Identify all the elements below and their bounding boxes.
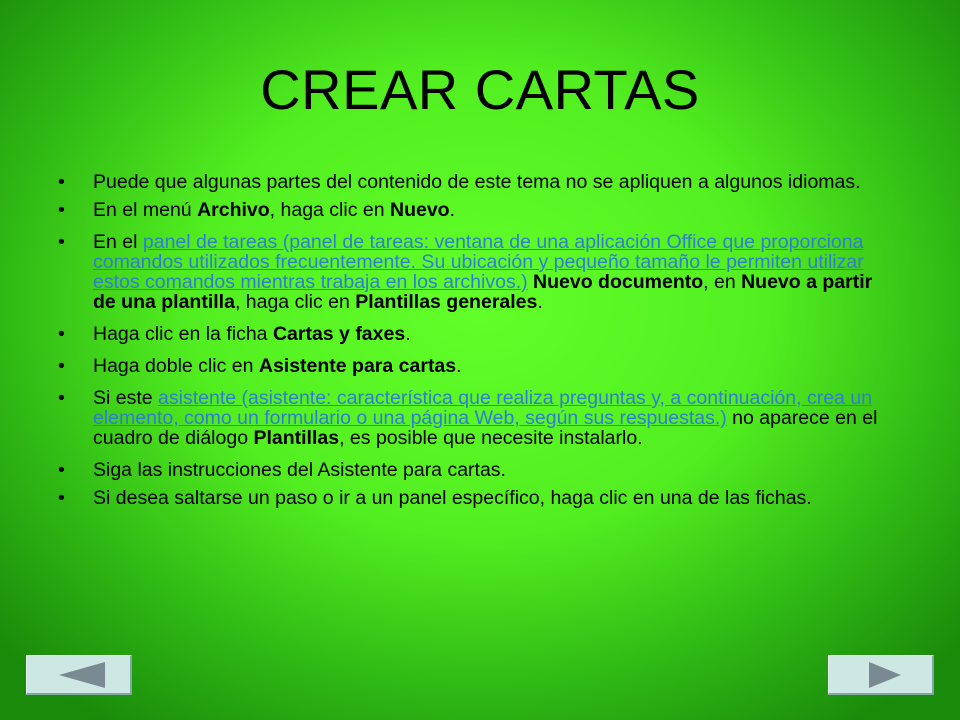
- bullet-text: Haga doble clic en: [93, 355, 259, 377]
- list-item: [58, 356, 888, 376]
- arrow-right-icon: [829, 656, 933, 694]
- list-item: [58, 232, 888, 312]
- list-item: [58, 172, 888, 192]
- arrow-left-icon: [27, 656, 131, 694]
- bullet-list: [58, 172, 888, 516]
- bullet-text: En el: [93, 231, 143, 253]
- bold-term: Plantillas generales: [355, 291, 538, 313]
- slide-title: CREAR CARTAS: [260, 58, 700, 121]
- list-item: [58, 488, 888, 508]
- bullet-text: , haga clic en: [269, 199, 390, 221]
- list-item: [58, 324, 888, 344]
- bullet-text: Puede que algunas partes del contenido de este tema no se apliquen a algunos idiomas.: [93, 171, 861, 193]
- bullet-text: no aparece en el cuadro de diálogo: [93, 407, 878, 449]
- bold-term: Asistente para cartas: [258, 355, 457, 377]
- next-button[interactable]: [828, 655, 934, 695]
- bullet-text: En el menú: [93, 199, 198, 221]
- bullet-text: , haga clic en: [234, 291, 356, 313]
- bullet-text: Haga clic en la ficha: [93, 323, 273, 345]
- bold-term: Nuevo a partir de una plantilla: [93, 271, 873, 313]
- bullet-text: Siga las instrucciones del Asistente para cartas.: [93, 459, 506, 481]
- bold-term: Nuevo documento: [533, 271, 704, 293]
- bullet-text: .: [537, 291, 543, 313]
- bullet-text: .: [449, 199, 456, 221]
- bullet-text: .: [456, 355, 462, 377]
- bullet-text: Si este: [93, 387, 159, 409]
- back-button[interactable]: [26, 655, 132, 695]
- list-item: [58, 460, 888, 480]
- bullet-text: , en: [703, 271, 742, 293]
- wizard-link[interactable]: asistente (asistente: característica que realiza preguntas y, a continuación, crea un elemento, como un formulario o una página Web, según sus respuestas.): [93, 387, 872, 429]
- bullet-text: Si desea saltarse un paso o ir a un panel específico, haga clic en una de las fichas.: [93, 487, 812, 509]
- bold-term: Plantillas: [253, 427, 340, 449]
- bold-term: Nuevo: [390, 199, 450, 221]
- task-pane-link[interactable]: panel de tareas (panel de tareas: ventana de una aplicación Office que proporciona comandos utilizados frecuentemente. Su ubicación y pequeño tamaño le permiten utilizar estos comandos mientras trabaja en los archivos.): [93, 231, 864, 293]
- bullet-text: , es posible que necesite instalarlo.: [339, 427, 643, 449]
- bullet-text: .: [405, 323, 411, 345]
- list-item: [58, 200, 888, 220]
- bold-term: Cartas y faxes: [272, 323, 406, 345]
- list-item: [58, 388, 888, 448]
- bold-term: Archivo: [197, 199, 270, 221]
